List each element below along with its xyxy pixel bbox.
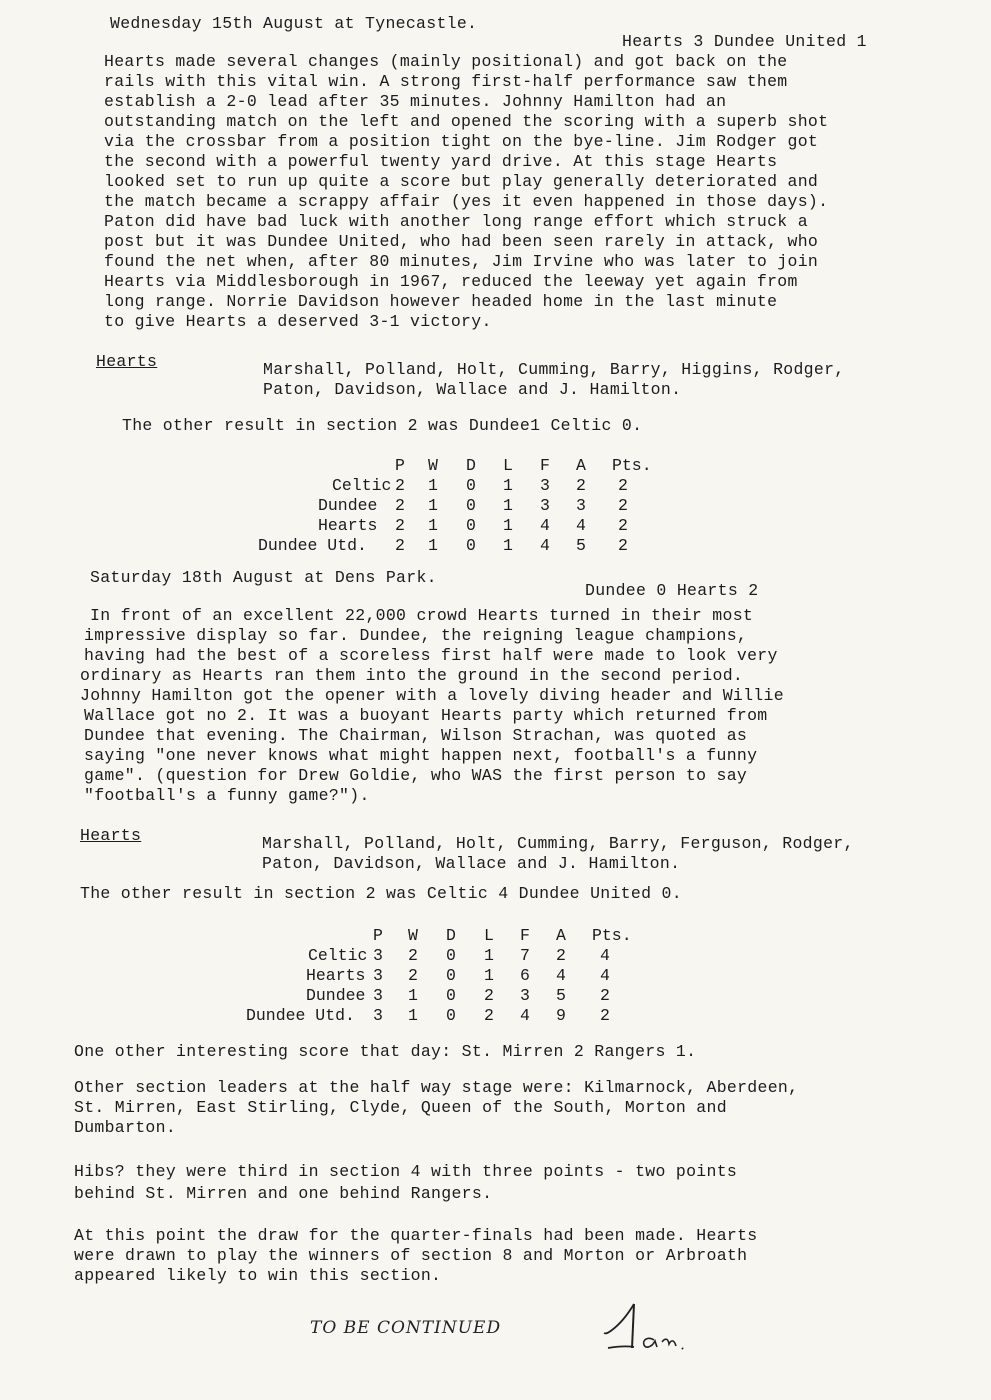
cell: 1 bbox=[484, 966, 494, 985]
table-header: L bbox=[503, 456, 513, 475]
signature-icon bbox=[598, 1300, 708, 1360]
table-header: D bbox=[446, 926, 456, 945]
cell: 9 bbox=[556, 1006, 566, 1025]
hibs-line: behind St. Mirren and one behind Rangers. bbox=[74, 1184, 493, 1203]
cell: 2 bbox=[600, 1006, 610, 1025]
cell: 3 bbox=[540, 476, 550, 495]
team-name: Dundee bbox=[306, 986, 366, 1005]
cell: 2 bbox=[395, 536, 405, 555]
match2-report-line: game". (question for Drew Goldie, who WAS the first person to say bbox=[84, 766, 748, 785]
cell: 1 bbox=[428, 536, 438, 555]
match1-report-line: Hearts made several changes (mainly positional) and got back on the bbox=[104, 52, 788, 71]
table-header: D bbox=[466, 456, 476, 475]
cell: 1 bbox=[428, 516, 438, 535]
hibs-line: Hibs? they were third in section 4 with three points - two points bbox=[74, 1162, 738, 1181]
match1-other-result: The other result in section 2 was Dundee1 Celtic 0. bbox=[122, 416, 643, 435]
match2-team-line: Paton, Davidson, Wallace and J. Hamilton. bbox=[262, 854, 681, 873]
cell: 0 bbox=[466, 476, 476, 495]
cell: 0 bbox=[446, 946, 456, 965]
cell: 1 bbox=[503, 536, 513, 555]
cell: 5 bbox=[556, 986, 566, 1005]
cell: 3 bbox=[373, 986, 383, 1005]
team-name: Celtic bbox=[308, 946, 368, 965]
cell: 0 bbox=[466, 496, 476, 515]
match1-score: Hearts 3 Dundee United 1 bbox=[622, 32, 867, 51]
cell: 4 bbox=[576, 516, 586, 535]
match1-report-line: long range. Norrie Davidson however headed home in the last minute bbox=[104, 292, 778, 311]
match1-report-line: the second with a powerful twenty yard drive. At this stage Hearts bbox=[104, 152, 778, 171]
table-header: A bbox=[576, 456, 586, 475]
match2-team-label: Hearts bbox=[80, 826, 142, 845]
match2-report-line: Dundee that evening. The Chairman, Wilson Strachan, was quoted as bbox=[84, 726, 748, 745]
cell: 2 bbox=[556, 946, 566, 965]
table-header: P bbox=[395, 456, 405, 475]
team-name: Celtic bbox=[332, 476, 392, 495]
match2-report-line: In front of an excellent 22,000 crowd Hearts turned in their most bbox=[90, 606, 754, 625]
table-header: Pts. bbox=[592, 926, 632, 945]
table-header: W bbox=[408, 926, 418, 945]
cell: 2 bbox=[484, 1006, 494, 1025]
cell: 2 bbox=[618, 536, 628, 555]
cell: 3 bbox=[373, 946, 383, 965]
match2-report-line: Wallace got no 2. It was a buoyant Hearts party which returned from bbox=[84, 706, 768, 725]
match2-other-result: The other result in section 2 was Celtic 4 Dundee United 0. bbox=[80, 884, 682, 903]
table-header: L bbox=[484, 926, 494, 945]
cell: 3 bbox=[373, 966, 383, 985]
table-header: W bbox=[428, 456, 438, 475]
match1-report-line: via the crossbar from a position tight on the bye-line. Jim Rodger got bbox=[104, 132, 819, 151]
match2-report-line: ordinary as Hearts ran them into the ground in the second period. bbox=[80, 666, 744, 685]
table-header: Pts. bbox=[612, 456, 652, 475]
match1-report-line: Hearts via Middlesborough in 1967, reduced the leeway yet again from bbox=[104, 272, 798, 291]
match2-report-line: saying "one never knows what might happen next, football's a funny bbox=[84, 746, 758, 765]
draw-line: were drawn to play the winners of section 8 and Morton or Arbroath bbox=[74, 1246, 748, 1265]
cell: 7 bbox=[520, 946, 530, 965]
team-name: Dundee Utd. bbox=[246, 1006, 355, 1025]
match2-report-line: having had the best of a scoreless first half were made to look very bbox=[84, 646, 778, 665]
draw-line: appeared likely to win this section. bbox=[74, 1266, 442, 1285]
team-name: Hearts bbox=[306, 966, 366, 985]
cell: 4 bbox=[600, 946, 610, 965]
cell: 5 bbox=[576, 536, 586, 555]
match1-report-line: looked set to run up quite a score but play generally deteriorated and bbox=[104, 172, 819, 191]
table-header: F bbox=[540, 456, 550, 475]
cell: 2 bbox=[484, 986, 494, 1005]
cell: 3 bbox=[576, 496, 586, 515]
table-header: A bbox=[556, 926, 566, 945]
cell: 2 bbox=[618, 516, 628, 535]
match2-score: Dundee 0 Hearts 2 bbox=[585, 581, 759, 600]
cell: 1 bbox=[408, 986, 418, 1005]
cell: 0 bbox=[446, 986, 456, 1005]
cell: 1 bbox=[503, 516, 513, 535]
match2-report-line: impressive display so far. Dundee, the reigning league champions, bbox=[84, 626, 748, 645]
team-name: Dundee Utd. bbox=[258, 536, 367, 555]
cell: 2 bbox=[395, 496, 405, 515]
cell: 3 bbox=[520, 986, 530, 1005]
cell: 0 bbox=[446, 966, 456, 985]
leaders-line: St. Mirren, East Stirling, Clyde, Queen of the South, Morton and bbox=[74, 1098, 727, 1117]
cell: 2 bbox=[408, 946, 418, 965]
cell: 1 bbox=[484, 946, 494, 965]
cell: 2 bbox=[618, 476, 628, 495]
cell: 6 bbox=[520, 966, 530, 985]
cell: 2 bbox=[395, 516, 405, 535]
interesting-score: One other interesting score that day: St. Mirren 2 Rangers 1. bbox=[74, 1042, 697, 1061]
draw-line: At this point the draw for the quarter-finals had been made. Hearts bbox=[74, 1226, 758, 1245]
cell: 1 bbox=[428, 496, 438, 515]
cell: 1 bbox=[503, 496, 513, 515]
cell: 4 bbox=[540, 536, 550, 555]
match1-team-line: Marshall, Polland, Holt, Cumming, Barry, Higgins, Rodger, bbox=[263, 360, 845, 379]
cell: 1 bbox=[428, 476, 438, 495]
cell: 4 bbox=[600, 966, 610, 985]
match2-report-line: "football's a funny game?"). bbox=[84, 786, 370, 805]
cell: 4 bbox=[556, 966, 566, 985]
match1-report-line: outstanding match on the left and opened the scoring with a superb shot bbox=[104, 112, 829, 131]
cell: 4 bbox=[520, 1006, 530, 1025]
cell: 4 bbox=[540, 516, 550, 535]
leaders-line: Dumbarton. bbox=[74, 1118, 177, 1137]
match1-team-label: Hearts bbox=[96, 352, 158, 371]
table-header: F bbox=[520, 926, 530, 945]
match1-report-line: to give Hearts a deserved 3-1 victory. bbox=[104, 312, 492, 331]
cell: 2 bbox=[576, 476, 586, 495]
handwritten-note: TO BE CONTINUED bbox=[310, 1318, 502, 1338]
match2-team-line: Marshall, Polland, Holt, Cumming, Barry, Ferguson, Rodger, bbox=[262, 834, 854, 853]
match1-report-line: establish a 2-0 lead after 35 minutes. Johnny Hamilton had an bbox=[104, 92, 727, 111]
cell: 2 bbox=[618, 496, 628, 515]
match1-report-line: found the net when, after 80 minutes, Jim Irvine who was later to join bbox=[104, 252, 819, 271]
cell: 1 bbox=[408, 1006, 418, 1025]
team-name: Hearts bbox=[318, 516, 378, 535]
match1-report-line: post but it was Dundee United, who had been seen rarely in attack, who bbox=[104, 232, 819, 251]
match2-report-line: Johnny Hamilton got the opener with a lovely diving header and Willie bbox=[80, 686, 784, 705]
cell: 2 bbox=[408, 966, 418, 985]
match1-report-line: the match became a scrappy affair (yes it even happened in those days). bbox=[104, 192, 829, 211]
cell: 3 bbox=[373, 1006, 383, 1025]
table-header: P bbox=[373, 926, 383, 945]
cell: 1 bbox=[503, 476, 513, 495]
match1-heading: Wednesday 15th August at Tynecastle. bbox=[110, 14, 478, 33]
cell: 2 bbox=[600, 986, 610, 1005]
cell: 2 bbox=[395, 476, 405, 495]
match2-heading: Saturday 18th August at Dens Park. bbox=[90, 568, 437, 587]
cell: 0 bbox=[466, 516, 476, 535]
match1-team-line: Paton, Davidson, Wallace and J. Hamilton. bbox=[263, 380, 682, 399]
match1-report-line: rails with this vital win. A strong first-half performance saw them bbox=[104, 72, 788, 91]
team-name: Dundee bbox=[318, 496, 378, 515]
match1-report-line: Paton did have bad luck with another long range effort which struck a bbox=[104, 212, 808, 231]
cell: 0 bbox=[446, 1006, 456, 1025]
cell: 3 bbox=[540, 496, 550, 515]
cell: 0 bbox=[466, 536, 476, 555]
leaders-line: Other section leaders at the half way stage were: Kilmarnock, Aberdeen, bbox=[74, 1078, 799, 1097]
